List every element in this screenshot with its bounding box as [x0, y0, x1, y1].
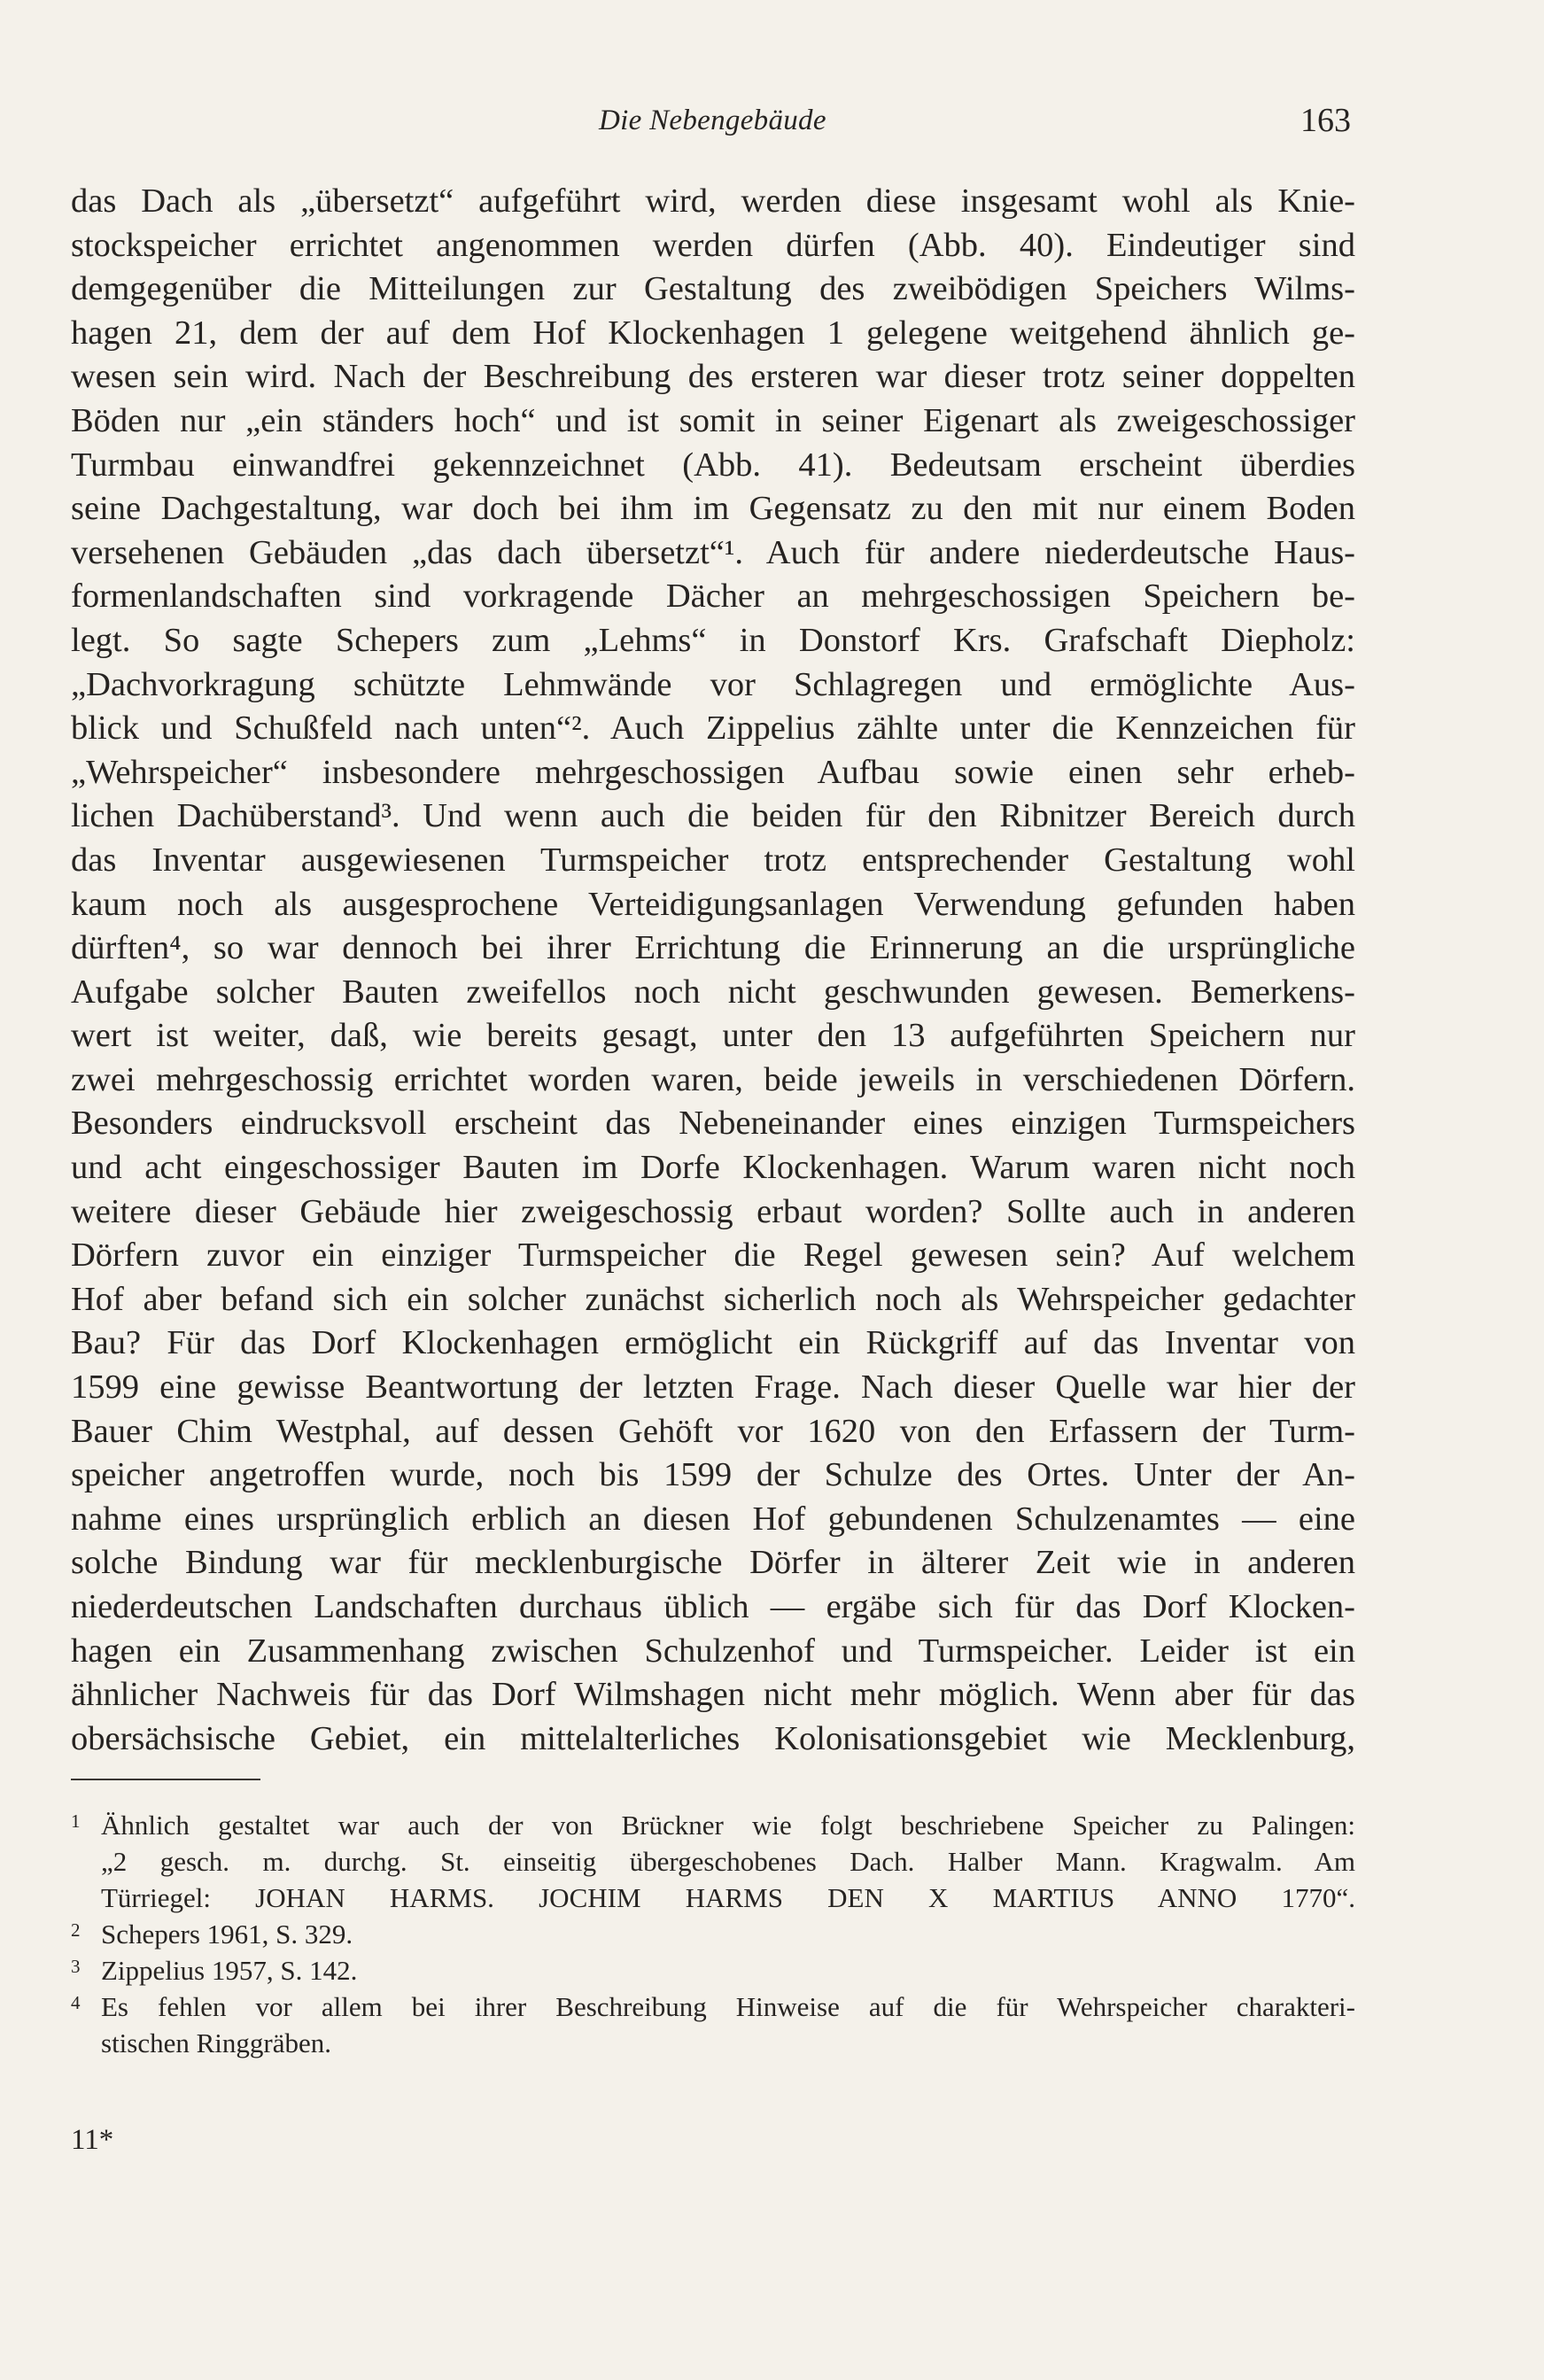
body-line: hagen 21, dem der auf dem Hof Klockenhagen 1 gelegene weitgehend ähnlich ge-: [71, 314, 1355, 352]
body-line: nahme eines ursprünglich erblich an diesen Hof gebundenen Schulzenamtes — eine: [71, 1500, 1355, 1538]
footnote-divider: [71, 1779, 260, 1780]
body-line: Turmbau einwandfrei gekennzeichnet (Abb. 41). Bedeutsam erscheint überdies: [71, 446, 1355, 484]
footnote-3: [71, 1952, 1355, 1989]
body-line: das Dach als „übersetzt“ aufgeführt wird, werden diese insgesamt wohl als Knie-: [71, 182, 1355, 220]
body-line: Hof aber befand sich ein solcher zunächst sicherlich noch als Wehrspeicher gedachter: [71, 1280, 1355, 1318]
footnote-line: Zippelius 1957, S. 142.: [101, 1955, 358, 1986]
body-line: Dörfern zuvor ein einziger Turmspeicher die Regel gewesen sein? Auf welchem: [71, 1237, 1355, 1275]
body-line: versehenen Gebäuden „das dach übersetzt“¹. Auch für andere niederdeutsche Haus-: [71, 533, 1355, 571]
footnote-marker: 3: [71, 1956, 81, 1977]
body-line: und acht eingeschossiger Bauten im Dorfe Klockenhagen. Warum waren nicht noch: [71, 1149, 1355, 1187]
body-line: blick und Schußfeld nach unten“². Auch Zippelius zählte unter die Kennzeichen für: [71, 709, 1355, 748]
body-line: weitere dieser Gebäude hier zweigeschossig erbaut worden? Sollte auch in anderen: [71, 1192, 1355, 1230]
footnote-2: [71, 1916, 1355, 1952]
body-line: „Wehrspeicher“ insbesondere mehrgeschossigen Aufbau sowie einen sehr erheb-: [71, 753, 1355, 791]
body-line: niederdeutschen Landschaften durchaus üblich — ergäbe sich für das Dorf Klocken-: [71, 1588, 1355, 1625]
footnote-marker: 2: [71, 1919, 81, 1941]
body-line: 1599 eine gewisse Beantwortung der letzten Frage. Nach dieser Quelle war hier der: [71, 1368, 1355, 1407]
body-line: obersächsische Gebiet, ein mittelalterliches Kolonisationsgebiet wie Mecklenburg,: [71, 1719, 1355, 1757]
body-line: speicher angetroffen wurde, noch bis 1599 der Schulze des Ortes. Unter der An-: [71, 1456, 1355, 1494]
footnote-line: stischen Ringgräben.: [101, 2027, 332, 2058]
body-line: formenlandschaften sind vorkragende Dächer an mehrgeschossigen Speichern be-: [71, 578, 1355, 616]
body-line: kaum noch als ausgesprochene Verteidigungsanlagen Verwendung gefunden haben: [71, 885, 1355, 923]
body-line: ähnlicher Nachweis für das Dorf Wilmshagen nicht mehr möglich. Wenn aber für das: [71, 1676, 1355, 1714]
body-text: [71, 180, 1355, 1761]
body-line: Bau? Für das Dorf Klockenhagen ermöglicht ein Rückgriff auf das Inventar von: [71, 1324, 1355, 1362]
body-line: zwei mehrgeschossig errichtet worden waren, beide jeweils in verschiedenen Dörfern.: [71, 1060, 1355, 1098]
body-line: lichen Dachüberstand³. Und wenn auch die beiden für den Ribnitzer Bereich durch: [71, 797, 1355, 835]
footnote-line: Schepers 1961, S. 329.: [101, 1919, 353, 1950]
body-line: Besonders eindrucksvoll erscheint das Nebeneinander eines einzigen Turmspeichers: [71, 1105, 1355, 1143]
body-line: Aufgabe solcher Bauten zweifellos noch nicht geschwunden gewesen. Bemerkens-: [71, 973, 1355, 1011]
page-number: 163: [1300, 102, 1351, 139]
footnote-line: Türriegel: JOHAN HARMS. JOCHIM HARMS DEN X MARTIUS ANNO 1770“.: [101, 1882, 1355, 1913]
body-line: seine Dachgestaltung, war doch bei ihm im Gegensatz zu den mit nur einem Boden: [71, 490, 1355, 528]
body-line: demgegenüber die Mitteilungen zur Gestaltung des zweibödigen Speichers Wilms-: [71, 270, 1355, 308]
footnote-line: Es fehlen vor allem bei ihrer Beschreibung Hinweise auf die für Wehrspeicher charakteri-: [101, 1991, 1355, 2022]
body-line: stockspeicher errichtet angenommen werden dürfen (Abb. 40). Eindeutiger sind: [71, 226, 1355, 264]
body-line: Böden nur „ein ständers hoch“ und ist somit in seiner Eigenart als zweigeschossiger: [71, 401, 1355, 439]
footnote-marker: 4: [71, 1992, 81, 2013]
footnotes: [71, 1807, 1355, 2061]
body-line: wesen sein wird. Nach der Beschreibung des ersteren war dieser trotz seiner doppelten: [71, 358, 1355, 396]
body-line: Bauer Chim Westphal, auf dessen Gehöft vor 1620 von den Erfassern der Turm-: [71, 1412, 1355, 1450]
footnote-line: Ähnlich gestaltet war auch der von Brückner wie folgt beschriebene Speicher zu Palingen:: [101, 1810, 1355, 1841]
body-line: wert ist weiter, daß, wie bereits gesagt, unter den 13 aufgeführten Speichern nur: [71, 1017, 1355, 1055]
footnote-1: [71, 1807, 1355, 1916]
running-head: [0, 102, 1544, 149]
running-title: Die Nebengebäude: [599, 105, 826, 136]
body-line: „Dachvorkragung schützte Lehmwände vor Schlagregen und ermöglichte Aus-: [71, 665, 1355, 703]
body-line: solche Bindung war für mecklenburgische Dörfer in älterer Zeit wie in anderen: [71, 1544, 1355, 1582]
printer-signature: 11*: [71, 2124, 114, 2156]
footnote-4: [71, 1989, 1355, 2061]
body-line: das Inventar ausgewiesenen Turmspeicher trotz entsprechender Gestaltung wohl: [71, 841, 1355, 879]
footnote-marker: 1: [71, 1810, 81, 1832]
body-line: hagen ein Zusammenhang zwischen Schulzenhof und Turmspeicher. Leider ist ein: [71, 1632, 1355, 1670]
body-line: dürften⁴, so war dennoch bei ihrer Errichtung die Erinnerung an die ursprüngliche: [71, 929, 1355, 967]
footnote-line: „2 gesch. m. durchg. St. einseitig übergeschobenes Dach. Halber Mann. Kragwalm. Am: [101, 1846, 1355, 1877]
body-line: legt. So sagte Schepers zum „Lehms“ in Donstorf Krs. Grafschaft Diepholz:: [71, 621, 1355, 659]
